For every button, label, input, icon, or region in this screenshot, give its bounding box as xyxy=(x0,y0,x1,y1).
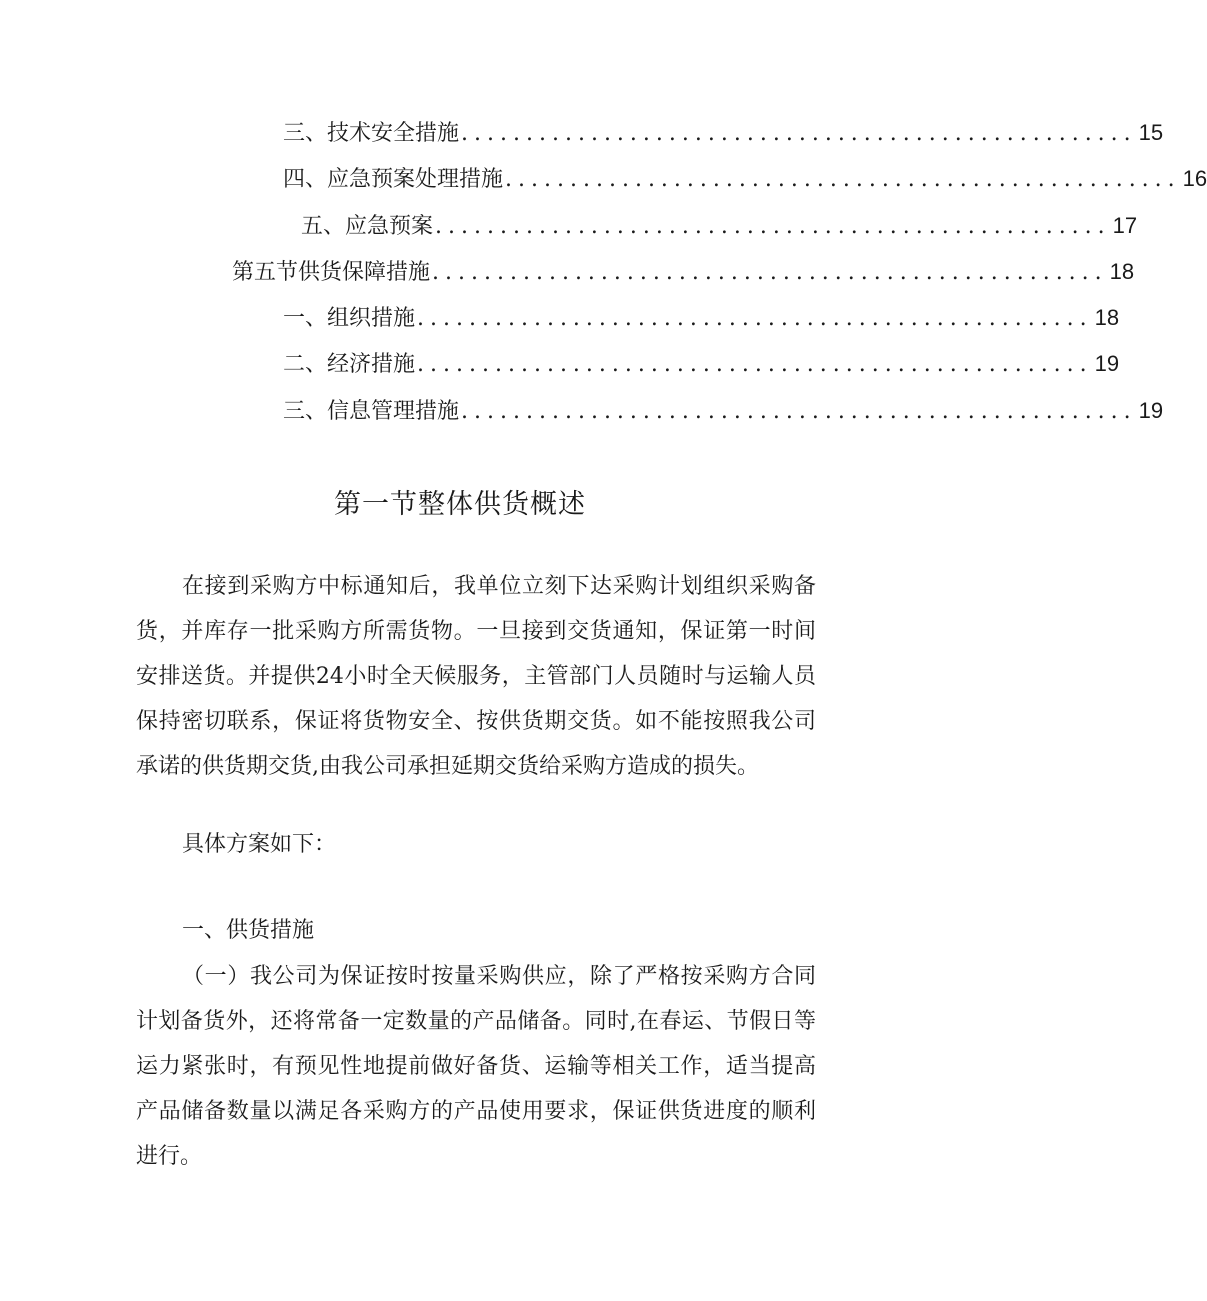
toc-entry-page: 17 xyxy=(1112,213,1138,238)
subheading-supply-measures: 一、供货措施 xyxy=(182,918,315,943)
toc-entry-page: 18 xyxy=(1109,259,1135,284)
toc-entry[interactable] xyxy=(283,394,1164,424)
toc-entry-label: 一、组织措施 xyxy=(283,306,416,331)
toc-entry-page: 16 xyxy=(1182,166,1207,191)
toc-entry[interactable] xyxy=(283,162,1207,192)
plan-intro: 具体方案如下： xyxy=(182,832,337,857)
toc-leader: .................................................... xyxy=(417,352,1093,377)
toc-entry-label: 三、技术安全措施 xyxy=(283,121,460,146)
toc-leader: .................................................... xyxy=(432,260,1108,285)
toc-entry[interactable] xyxy=(283,347,1120,377)
toc-entry[interactable] xyxy=(283,301,1120,331)
toc-entry-page: 15 xyxy=(1138,120,1164,145)
toc-entry-label: 第五节供货保障措施 xyxy=(232,260,431,285)
toc-entry-label: 五、应急预案 xyxy=(301,214,434,239)
toc-entry-page: 19 xyxy=(1138,398,1164,423)
toc-entry-page: 19 xyxy=(1094,351,1120,376)
toc-leader: .................................................... xyxy=(435,214,1111,239)
toc-leader: .................................................... xyxy=(461,399,1137,424)
toc-entry-page: 18 xyxy=(1094,305,1120,330)
toc-entry[interactable] xyxy=(232,255,1135,285)
toc-entry[interactable] xyxy=(283,116,1164,146)
toc-leader: .................................................... xyxy=(505,167,1181,192)
toc-entry-label: 四、应急预案处理措施 xyxy=(283,167,504,192)
section-title: 第一节整体供货概述 xyxy=(334,489,586,520)
toc-entry-label: 二、经济措施 xyxy=(283,352,416,377)
toc-entry-label: 三、信息管理措施 xyxy=(283,399,460,424)
toc-leader: .................................................... xyxy=(461,121,1137,146)
supply-measure-point-1: （一）我公司为保证按时按量采购供应，除了严格按采购方合同计划备货外，还将常备一定数量的产品储备。同时,在春运、节假日等运力紧张时，有预见性地提前做好备货、运输等相关工作，适当提高产品储备数量以满足各采购方的产品使用要求，保证供货进度的顺利进行。 xyxy=(136,964,816,1169)
toc-entry[interactable] xyxy=(301,209,1138,239)
toc-leader: .................................................... xyxy=(417,306,1093,331)
intro-paragraph: 在接到采购方中标通知后，我单位立刻下达采购计划组织采购备货，并库存一批采购方所需货物。一旦接到交货通知，保证第一时间安排送货。并提供24小时全天候服务，主管部门人员随时与运输人员保持密切联系，保证将货物安全、按供货期交货。如不能按照我公司承诺的供货期交货,由我公司承担延期交货给采购方造成的损失。 xyxy=(136,574,816,779)
